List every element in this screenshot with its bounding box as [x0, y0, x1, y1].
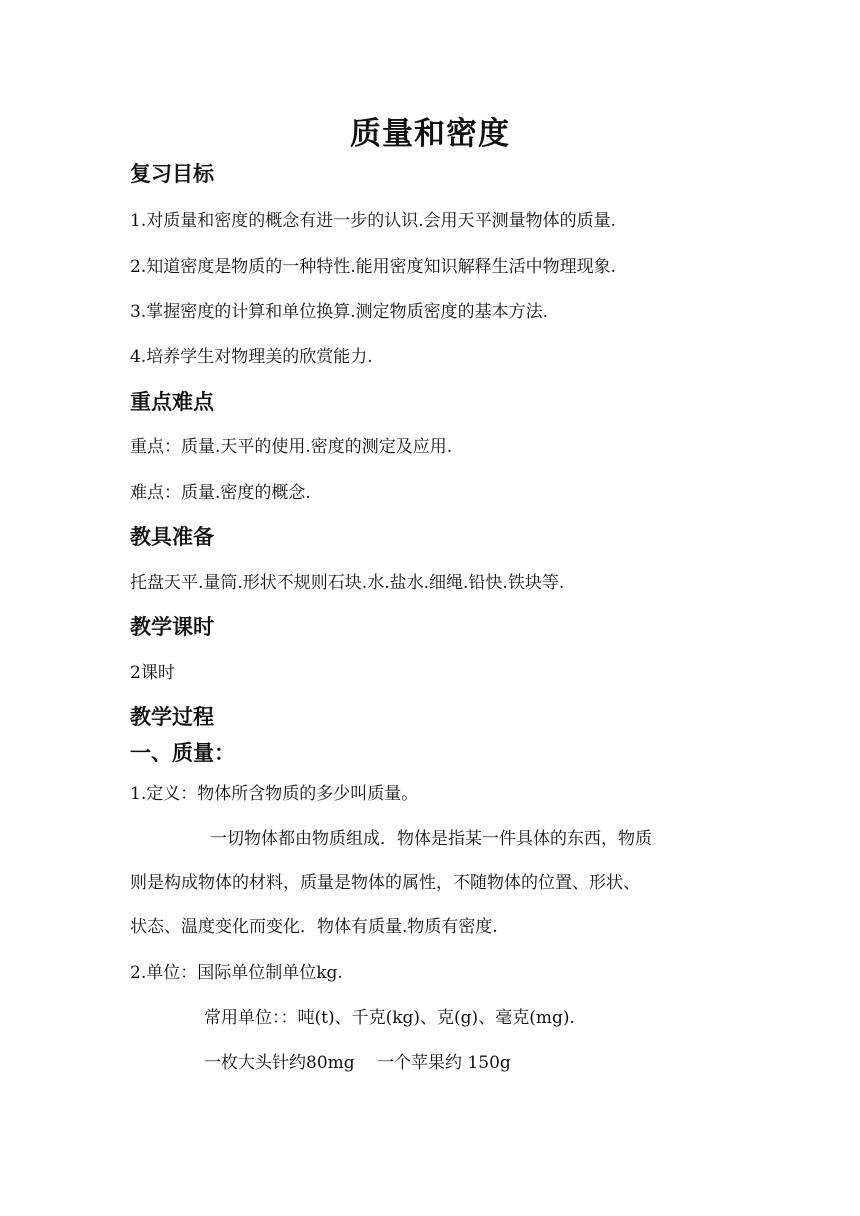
heading-review-goals: 复习目标 — [130, 162, 214, 186]
mass-explanation-line-1: 一切物体都由物质组成．物体是指某一件具体的东西，物质 — [210, 829, 652, 849]
heading-class-hours: 教学课时 — [130, 615, 214, 639]
class-hours-text: 2课时 — [130, 663, 175, 683]
subheading-mass: 一、质量： — [130, 741, 235, 765]
mass-explanation-line-3: 状态、温度变化而变化．物体有质量.物质有密度. — [130, 917, 498, 937]
mass-explanation-line-2: 则是构成物体的材料，质量是物体的属性，不随物体的位置、形状、 — [130, 873, 640, 893]
heading-key-points: 重点难点 — [130, 390, 214, 414]
mass-definition: 1.定义：物体所含物质的多少叫质量。 — [130, 784, 419, 804]
key-point-item: 重点：质量.天平的使用.密度的测定及应用. — [130, 437, 453, 457]
mass-unit: 2.单位：国际单位制单位kg. — [130, 963, 343, 983]
goal-item-3: 3.掌握密度的计算和单位换算.测定物质密度的基本方法. — [130, 302, 549, 322]
difficult-point-item: 难点：质量.密度的概念. — [130, 483, 311, 503]
goal-item-4: 4.培养学生对物理美的欣赏能力. — [130, 347, 373, 367]
goal-item-2: 2.知道密度是物质的一种特性.能用密度知识解释生活中物理现象. — [130, 257, 617, 277]
document-title: 质量和密度 — [350, 116, 510, 152]
heading-equipment: 教具准备 — [130, 525, 214, 549]
mass-common-units: 常用单位：：吨(t)、千克(kg)、克(g)、毫克(mg). — [204, 1008, 575, 1028]
goal-item-1: 1.对质量和密度的概念有进一步的认识.会用天平测量物体的质量. — [130, 211, 617, 231]
mass-examples: 一枚大头针约80mg 一个苹果约 150g — [204, 1053, 511, 1073]
heading-teaching-process: 教学过程 — [130, 705, 214, 729]
equipment-text: 托盘天平.量筒.形状不规则石块.水.盐水.细绳.铅快.铁块等. — [130, 573, 565, 593]
